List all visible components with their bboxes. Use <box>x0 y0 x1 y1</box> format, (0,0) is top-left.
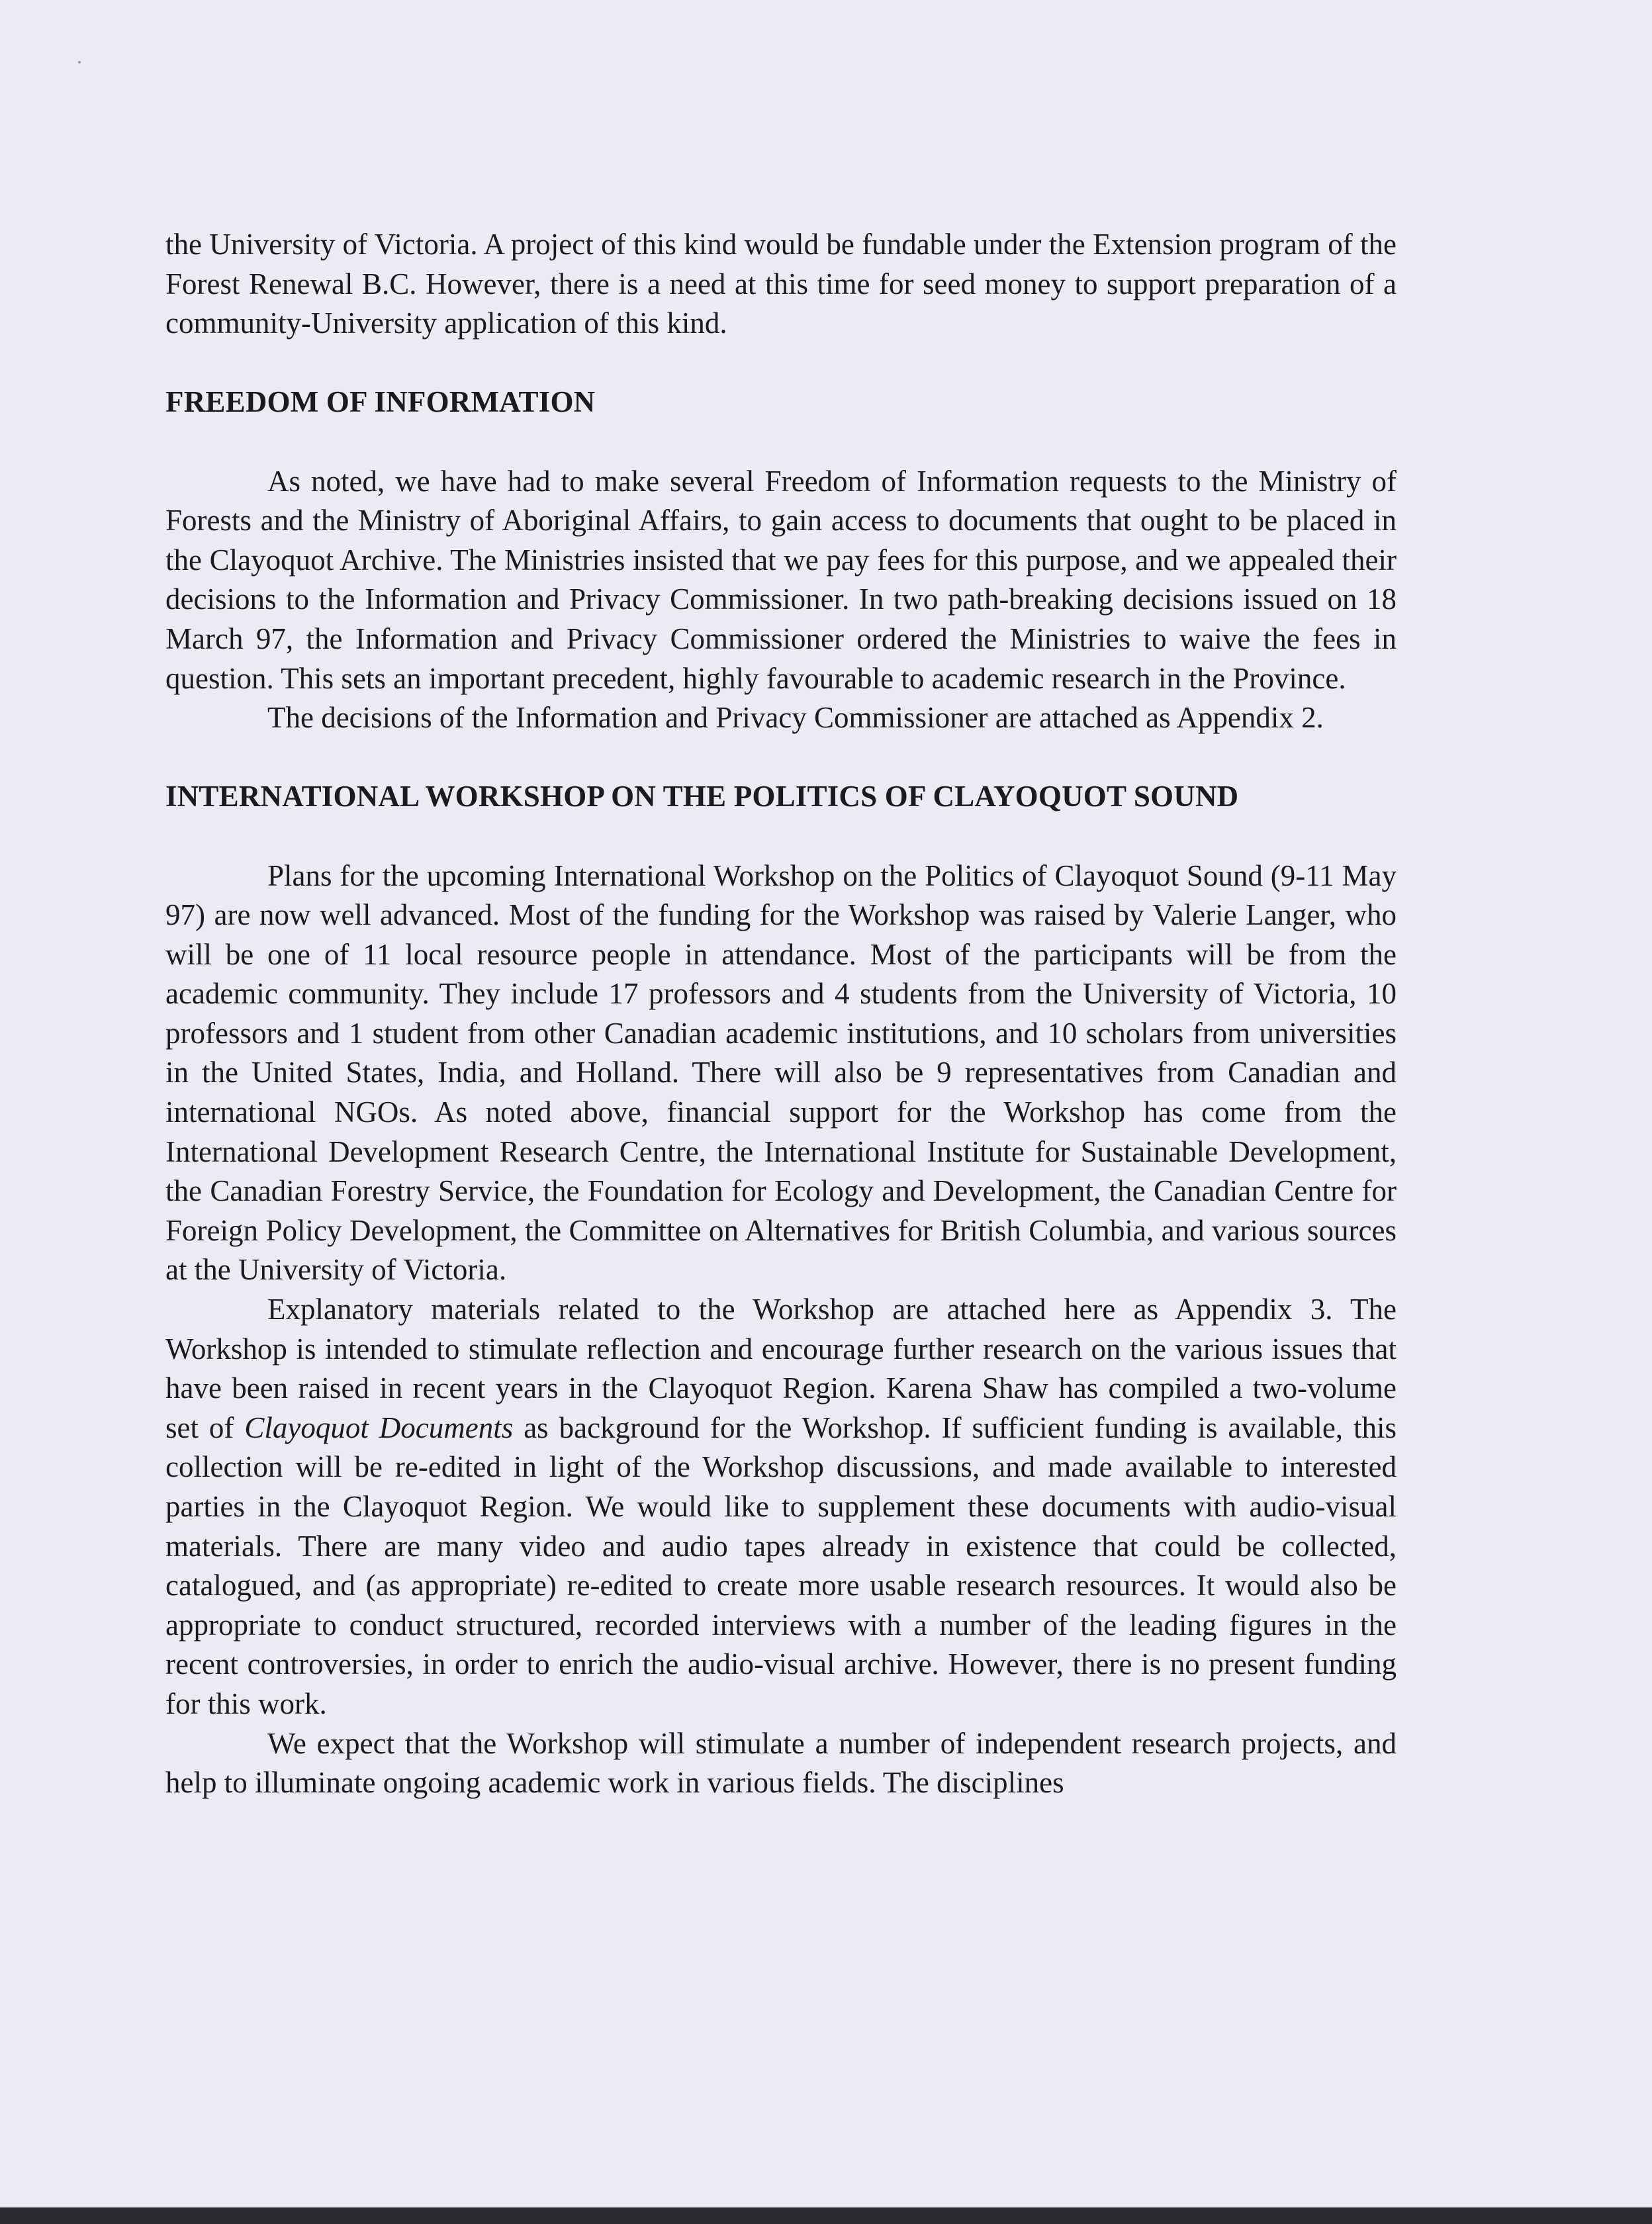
explanatory-text-after: as background for the Workshop. If sufficient funding is available, this collection will be re-edited in light of the Workshop discussions, and made available to interested parties in the Clayoquot Region. We would like to supplement these documents with audio-visual materials. There are many video and audio tapes already in existence that could be collected, catalogued, and (as appropriate) re-edited to create more usable research resources. It would also be appropriate to conduct structured, recorded interviews with a number of the leading figures in the recent controversies, in order to enrich the audio-visual archive. However, there is no present funding for this work. <box>165 1411 1397 1720</box>
intro-paragraph: the University of Victoria. A project of this kind would be fundable under the Extension program of the Forest Renewal B.C. However, there is a need at this time for seed money to support preparation of a community-University application of this kind. <box>165 228 1397 340</box>
document-body <box>165 225 1397 1803</box>
scanner-bottom-edge <box>0 2207 1652 2224</box>
paper-speck <box>78 61 81 64</box>
paragraph-appendix-2: The decisions of the Information and Privacy Commissioner are attached as Appendix 2. <box>267 701 1324 735</box>
paragraph-research-projects: We expect that the Workshop will stimulate a number of independent research projects, and help to illuminate ongoing academic work in various fields. The disciplines <box>165 1726 1397 1800</box>
section-heading-freedom-of-information: FREEDOM OF INFORMATION <box>165 385 596 419</box>
section-heading-international-workshop: INTERNATIONAL WORKSHOP ON THE POLITICS OF CLAYOQUOT SOUND <box>165 780 1239 813</box>
explanatory-text-before: Explanatory materials related to the Workshop are attached here as Appendix 3. The Workshop is intended to stimulate reflection and encourage further research on the various issues that have been raised in recent years in the Clayoquot Region. Karena Shaw has compiled a two-volume set of <box>165 1293 1397 1444</box>
paragraph-explanatory-materials <box>165 1290 1397 1724</box>
paragraph-workshop-plans: Plans for the upcoming International Workshop on the Politics of Clayoquot Sound (9-11 May 97) are now well advanced. Most of the funding for the Workshop was raised by Valerie Langer, who will be one of 11 local resource people in attendance. Most of the participants will be from the academic community. They include 17 professors and 4 students from the University of Victoria, 10 professors and 1 student from other Canadian academic institutions, and 10 scholars from universities in the United States, India, and Holland. There will also be 9 representatives from Canadian and international NGOs. As noted above, financial support for the Workshop has come from the International Development Research Centre, the International Institute for Sustainable Development, the Canadian Forestry Service, the Foundation for Ecology and Development, the Canadian Centre for Foreign Policy Development, the Committee on Alternatives for British Columbia, and various sources at the University of Victoria. <box>165 858 1397 1287</box>
paragraph-freedom-of-information-requests: As noted, we have had to make several Freedom of Information requests to the Ministry of Forests and the Ministry of Aboriginal Affairs, to gain access to documents that ought to be placed in the Clayoquot Archive. The Ministries insisted that we pay fees for this purpose, and we appealed their decisions to the Information and Privacy Commissioner. In two path-breaking decisions issued on 18 March 97, the Information and Privacy Commissioner ordered the Ministries to waive the fees in question. This sets an important precedent, highly favourable to academic research in the Province. <box>165 464 1397 695</box>
clayoquot-documents-title: Clayoquot Documents <box>244 1411 514 1444</box>
